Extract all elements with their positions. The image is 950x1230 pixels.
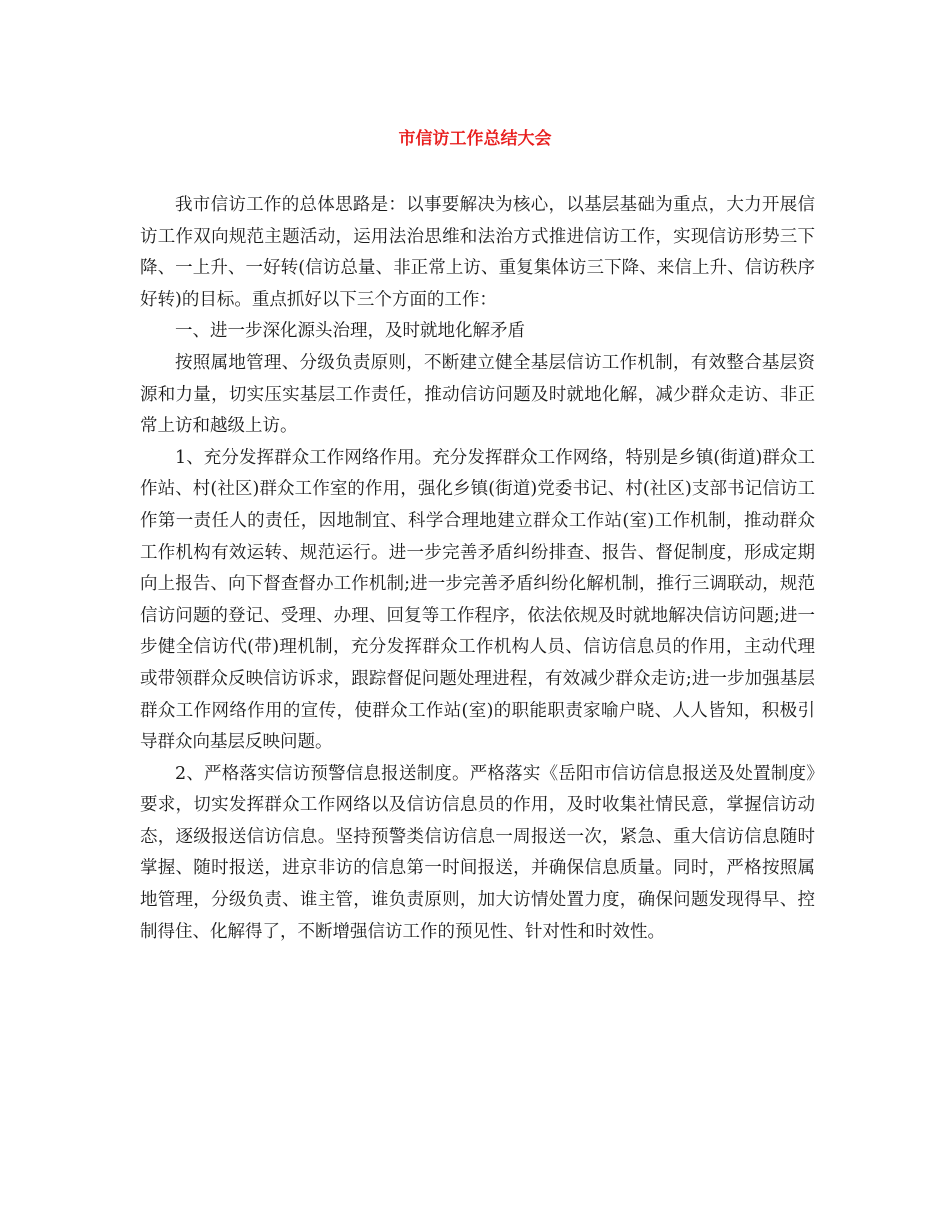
document-title: 市信访工作总结大会 xyxy=(398,129,552,149)
paragraph-item-1: 1、充分发挥群众工作网络作用。充分发挥群众工作网络，特别是乡镇(街道)群众工作站、村(社区)群众工作室的作用，强化乡镇(街道)党委书记、村(社区)支部书记信访工作第一责任人的责任，因地制宜、科学合理地建立群众工作站(室)工作机制，推动群众工作机构有效运转、规范运行。进一步完善矛盾纠纷排查、报告、督促制度，形成定期向上报告、向下督查督办工作机制;进一步完善矛盾纠纷化解机制，推行三调联动，规范信访问题的登记、受理、办理、回复等工作程序，依法依规及时就地解决信访问题;进一步健全信访代(带)理机制，充分发挥群众工作机构人员、信访信息员的作用，主动代理或带领群众反映信访诉求，跟踪督促问题处理进程，有效减少群众走访;进一步加强基层群众工作网络作用的宣传，使群众工作站(室)的职能职责家喻户晓、人人皆知，积极引导群众向基层反映问题。 xyxy=(140,447,815,753)
paragraph-intro: 我市信访工作的总体思路是：以事要解决为核心，以基层基础为重点，大力开展信访工作双向规范主题活动，运用法治思维和法治方式推进信访工作，实现信访形势三下降、一上升、一好转(信访总量、非正常上访、重复集体访三下降、来信上升、信访秩序好转)的目标。重点抓好以下三个方面的工作： xyxy=(140,195,815,310)
paragraph-item-2: 2、严格落实信访预警信息报送制度。严格落实《岳阳市信访信息报送及处置制度》要求，切实发挥群众工作网络以及信访信息员的作用，及时收集社情民意，掌握信访动态，逐级报送信访信息。坚持预警类信访信息一周报送一次，紧急、重大信访信息随时掌握、随时报送，进京非访的信息第一时间报送，并确保信息质量。同时，严格按照属地管理，分级负责、谁主管，谁负责原则，加大访情处置力度，确保问题发现得早、控制得住、化解得了，不断增强信访工作的预见性、针对性和时效性。 xyxy=(140,763,815,942)
paragraph-section-1: 按照属地管理、分级负责原则，不断建立健全基层信访工作机制，有效整合基层资源和力量，切实压实基层工作责任，推动信访问题及时就地化解，减少群众走访、非正常上访和越级上访。 xyxy=(140,352,815,437)
document-body xyxy=(140,190,815,948)
section-heading-1: 一、进一步深化源头治理，及时就地化解矛盾 xyxy=(175,321,525,342)
